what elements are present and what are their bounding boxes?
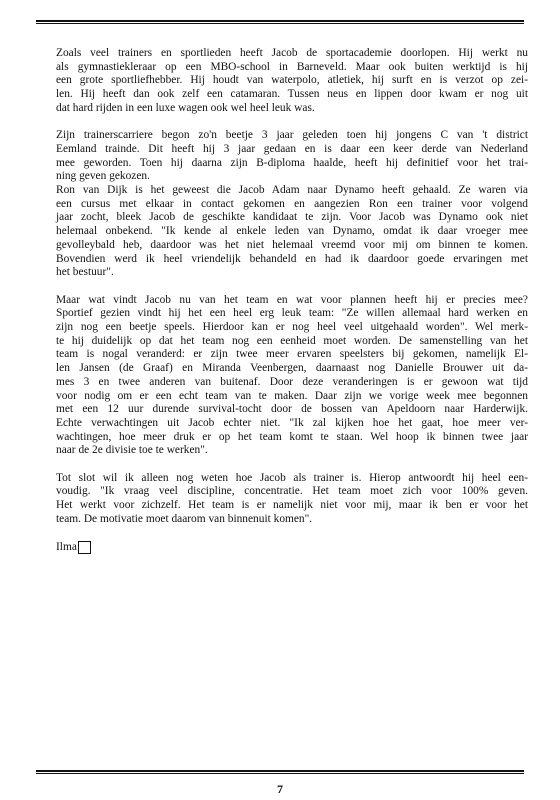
text-line: team is nogal veranderd: er zijn twee meer ervaren speelsters bij gekomen, namelijk El-	[56, 348, 528, 361]
text-line: dat hard rijden in een luxe wagen ook wel heel leuk was.	[56, 101, 315, 114]
bottom-rule	[36, 770, 524, 774]
text-line: een grote sportliefhebber. Hij houdt van waterpolo, atletiek, hij surft en is verzot op zei-	[56, 74, 528, 87]
paragraph	[56, 472, 528, 527]
text-line: jaar zocht, bleek Jacob de geschikte kandidaat te zijn. Voor Jacob was Dynamo ook niet	[56, 211, 528, 224]
text-line: naar de 2e divisie toe te werken".	[56, 444, 208, 457]
end-mark-icon	[78, 541, 91, 554]
text-line: helemaal onbekend. "Ik kende al enkele leden van Dynamo, omdat ik daar vroeger mee	[56, 225, 528, 238]
text-line: Bovendien werd ik heel vriendelijk behandeld en had ik daardoor goede ervaringen met	[56, 252, 528, 265]
text-line: team. De motivatie moet daarom van binnenuit komen".	[56, 512, 313, 525]
text-line: een cursus met elkaar in contact gekomen en aangezien Ron een trainer voor volgend	[56, 197, 528, 210]
text-line: ning geven gekozen.	[56, 170, 150, 183]
paragraph	[56, 184, 528, 280]
text-line: Het werkt voor zichzelf. Het team is er namelijk niet voor mij, maar ik ben er voor het	[56, 499, 528, 512]
top-rule	[36, 20, 524, 24]
page-number: 7	[277, 782, 283, 796]
text-line: Maar wat vindt Jacob nu van het team en wat voor plannen heeft hij er precies mee?	[56, 293, 528, 306]
text-line: Sportief gezien vindt hij het een heel erg leuk team: "Ze willen allemaal hard werken en	[56, 307, 528, 320]
paragraph	[56, 294, 528, 458]
paragraph	[56, 129, 528, 184]
text-line: gevolleybald heb, daardoor was het niet helemaal vreemd voor mij om binnen te komen.	[56, 238, 528, 251]
text-line: met een 12 uur durende survival-tocht door de bossen van Apeldoorn naar Harderwijk.	[56, 403, 528, 416]
text-line: het bestuur".	[56, 266, 114, 279]
text-line: Zoals veel trainers en sportlieden heeft Jacob de sportacademie doorlopen. Hij werkt nu	[56, 47, 528, 59]
article-body	[56, 47, 528, 554]
text-line: len. Hij heeft dan ook zelf een catamaran. Tussen neus en lippen door kwam er nog uit	[56, 88, 528, 101]
text-line: mes 3 en twee anderen van buitenaf. Door deze veranderingen is er gewoon wat tijd	[56, 375, 528, 388]
text-line: len Jansen (de Graaf) en Miranda Veenbergen, daarnaast nog Danielle Brouwer uit da-	[56, 362, 528, 375]
text-line: Ron van Dijk is het geweest die Jacob Adam naar Dynamo heeft gehaald. Ze waren via	[56, 184, 528, 197]
text-line: te hij duidelijk op dat het team nog een eenheid moet worden. De samenstelling van het	[56, 334, 528, 347]
text-line: voor nodig om er een echt team van te maken. Daar zijn we vorige week mee begonnen	[56, 389, 528, 402]
text-line: mee geworden. Toen hij daarna zijn B-diploma haalde, heeft hij definitief voor het trai-	[56, 156, 528, 169]
text-line: voudig. "Ik vraag veel discipline, concentratie. Het team moet zich voor 100% geven.	[56, 485, 528, 498]
text-line: Zijn trainerscarriere begon zo'n beetje 3 jaar geleden toen hij jongens C van 't district	[56, 129, 528, 142]
paragraph	[56, 47, 528, 116]
text-line: als gymnastiekleraar op een MBO-school in Barneveld. Maar ook buiten werktijd is hij	[56, 60, 528, 73]
author-name: Ilma	[56, 540, 77, 553]
text-line: Echte verwachtingen uit Jacob echter niet. "Ik zal kijken hoe het gaat, hoe meer ver-	[56, 416, 528, 429]
text-line: wachtingen, hoe meer druk er op het team komt te staan. Wel hoop ik binnen twee jaar	[56, 430, 528, 443]
text-line: Tot slot wil ik alleen nog weten hoe Jacob als trainer is. Hierop antwoordt hij heel een-	[56, 471, 528, 484]
author-signature	[56, 541, 528, 555]
text-line: Eemland trainde. Dit heeft hij 3 jaar gedaan en is daar een keer derde van Nederland	[56, 142, 528, 155]
text-line: zijn nog een beetje speels. Hierdoor kan er nog heel veel uitgehaald worden". Wel merk-	[56, 321, 528, 334]
